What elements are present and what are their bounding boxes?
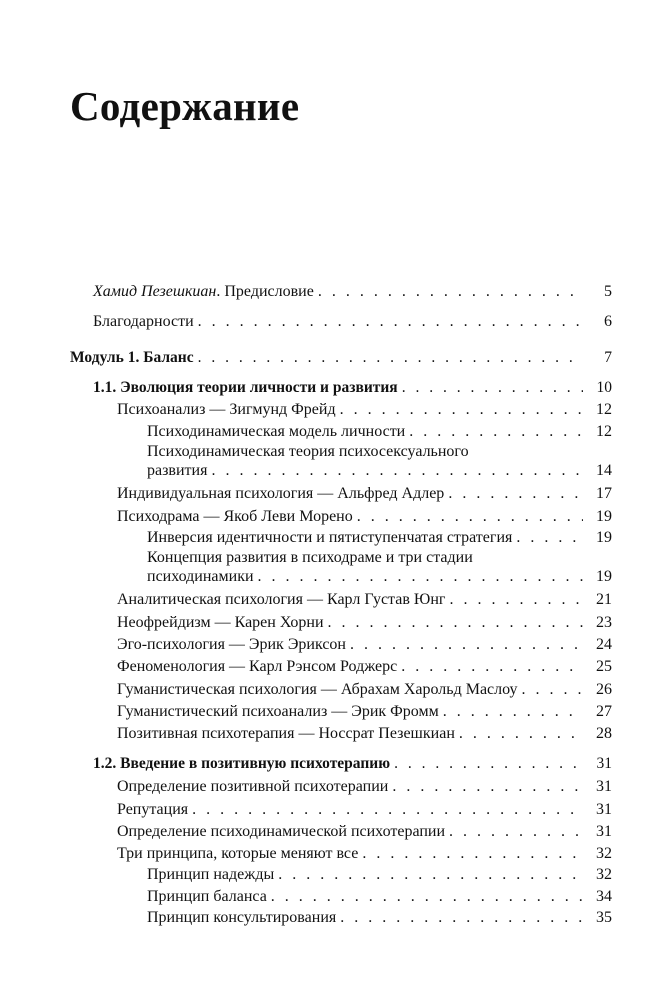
dot-leader bbox=[271, 886, 583, 908]
toc-page-number: 31 bbox=[596, 778, 612, 795]
toc-page-number: 23 bbox=[596, 614, 612, 631]
toc-entry-acknowledgements[interactable] bbox=[0, 311, 666, 333]
toc-label: Психоанализ — Зигмунд Фрейд bbox=[117, 401, 336, 418]
toc-entry[interactable] bbox=[0, 566, 666, 588]
toc-entry[interactable] bbox=[0, 612, 666, 634]
toc-page-number: 25 bbox=[596, 658, 612, 675]
toc-entry[interactable] bbox=[0, 460, 666, 482]
toc-page-number: 5 bbox=[604, 283, 612, 300]
toc-label: Модуль 1. Баланс bbox=[70, 349, 194, 366]
dot-leader bbox=[357, 506, 583, 528]
toc-label: Принцип надежды bbox=[147, 866, 275, 883]
toc-entry[interactable] bbox=[0, 723, 666, 745]
toc-label: Принцип консультирования bbox=[147, 909, 337, 926]
toc-label-line1: Концепция развития в психодраме и три стадии bbox=[147, 549, 473, 566]
toc-entry[interactable] bbox=[0, 799, 666, 821]
toc-page-number: 14 bbox=[596, 462, 612, 479]
dot-leader bbox=[394, 753, 583, 775]
toc-label: 1.2. Введение в позитивную психотерапию bbox=[93, 755, 391, 772]
toc-entry[interactable] bbox=[0, 483, 666, 505]
dot-leader bbox=[409, 421, 583, 443]
toc-page-number: 10 bbox=[596, 379, 612, 396]
dot-leader bbox=[340, 399, 583, 421]
toc-entry[interactable] bbox=[0, 701, 666, 723]
toc-label: Благодарности bbox=[93, 313, 194, 330]
toc-author: Хамид Пезешкиан bbox=[93, 283, 217, 300]
toc-label: Принцип баланса bbox=[147, 888, 267, 905]
dot-leader bbox=[211, 460, 583, 482]
toc-label: Аналитическая психология — Карл Густав Юнг bbox=[117, 591, 446, 608]
toc-page-number: 32 bbox=[596, 845, 612, 862]
toc-page-number: 17 bbox=[596, 485, 612, 502]
toc-entry[interactable] bbox=[0, 656, 666, 678]
page-title: Содержание bbox=[70, 83, 300, 129]
dot-leader bbox=[362, 843, 583, 865]
toc-label: Феноменология — Карл Рэнсом Роджерс bbox=[117, 658, 398, 675]
toc-page-number: 31 bbox=[596, 755, 612, 772]
toc-entry-module-1[interactable] bbox=[0, 347, 666, 369]
dot-leader bbox=[449, 589, 583, 611]
toc-page-number: 19 bbox=[596, 568, 612, 585]
toc-entry[interactable] bbox=[0, 843, 666, 865]
toc-page-number: 19 bbox=[596, 508, 612, 525]
dot-leader bbox=[340, 907, 583, 929]
toc-page-number: 35 bbox=[596, 909, 612, 926]
toc-entry[interactable] bbox=[0, 421, 666, 443]
toc-label: Определение психодинамической психотерапии bbox=[117, 823, 446, 840]
dot-leader bbox=[448, 483, 583, 505]
toc-entry-preface[interactable] bbox=[0, 281, 666, 303]
dot-leader bbox=[443, 701, 583, 723]
dot-leader bbox=[198, 347, 583, 369]
dot-leader bbox=[402, 377, 583, 399]
toc-page-number: 31 bbox=[596, 801, 612, 818]
dot-leader bbox=[278, 864, 583, 886]
toc-entry[interactable] bbox=[0, 634, 666, 656]
toc-label: развития bbox=[147, 462, 208, 479]
toc-entry[interactable] bbox=[0, 589, 666, 611]
dot-leader bbox=[401, 656, 583, 678]
dot-leader bbox=[516, 527, 583, 549]
dot-leader bbox=[350, 634, 583, 656]
toc-label: Позитивная психотерапия — Носсрат Пезешкиан bbox=[117, 725, 455, 742]
toc-entry-section-1-1[interactable] bbox=[0, 377, 666, 399]
toc-label: . Предисловие bbox=[216, 283, 314, 300]
dot-leader bbox=[258, 566, 583, 588]
dot-leader bbox=[449, 821, 583, 843]
toc-page-number: 6 bbox=[604, 313, 612, 330]
toc-entry[interactable] bbox=[0, 527, 666, 549]
dot-leader bbox=[192, 799, 583, 821]
toc-label: Эго-психология — Эрик Эриксон bbox=[117, 636, 346, 653]
toc-label: Гуманистическая психология — Абрахам Харольд Маслоу bbox=[117, 681, 518, 698]
toc-label: психодинамики bbox=[147, 568, 254, 585]
toc-page-number: 19 bbox=[596, 529, 612, 546]
toc-page-number: 32 bbox=[596, 866, 612, 883]
toc-entry[interactable] bbox=[0, 864, 666, 886]
toc-label: Репутация bbox=[117, 801, 189, 818]
toc-label: Три принципа, которые меняют все bbox=[117, 845, 359, 862]
toc-entry-section-1-2[interactable] bbox=[0, 753, 666, 775]
toc-entry[interactable] bbox=[0, 399, 666, 421]
dot-leader bbox=[522, 679, 583, 701]
toc-page-number: 12 bbox=[596, 401, 612, 418]
dot-leader bbox=[459, 723, 583, 745]
toc-entry[interactable] bbox=[0, 506, 666, 528]
toc-entry[interactable] bbox=[0, 907, 666, 929]
dot-leader bbox=[198, 311, 583, 333]
toc-label: Индивидуальная психология — Альфред Адлер bbox=[117, 485, 445, 502]
toc-entry[interactable] bbox=[0, 821, 666, 843]
toc-entry[interactable] bbox=[0, 679, 666, 701]
toc-page-number: 7 bbox=[604, 349, 612, 366]
toc-page-number: 21 bbox=[596, 591, 612, 608]
toc-entry[interactable] bbox=[0, 886, 666, 908]
toc-page-number: 27 bbox=[596, 703, 612, 720]
toc-label-line1: Психодинамическая теория психосексуального bbox=[147, 443, 469, 460]
toc-label: Неофрейдизм — Карен Хорни bbox=[117, 614, 324, 631]
toc-label: Психодрама — Якоб Леви Морено bbox=[117, 508, 353, 525]
toc-label: Определение позитивной психотерапии bbox=[117, 778, 389, 795]
toc-page-number: 24 bbox=[596, 636, 612, 653]
toc-page-number: 12 bbox=[596, 423, 612, 440]
toc-page-number: 34 bbox=[596, 888, 612, 905]
toc-label: Инверсия идентичности и пятиступенчатая стратегия bbox=[147, 529, 513, 546]
toc-page-number: 31 bbox=[596, 823, 612, 840]
toc-label: 1.1. Эволюция теории личности и развития bbox=[93, 379, 398, 396]
toc-label: Гуманистический психоанализ — Эрик Фромм bbox=[117, 703, 439, 720]
toc-entry[interactable] bbox=[0, 776, 666, 798]
toc-label: Психодинамическая модель личности bbox=[147, 423, 406, 440]
dot-leader bbox=[328, 612, 583, 634]
toc-page-number: 26 bbox=[596, 681, 612, 698]
dot-leader bbox=[318, 281, 583, 303]
toc-page-number: 28 bbox=[596, 725, 612, 742]
dot-leader bbox=[392, 776, 583, 798]
